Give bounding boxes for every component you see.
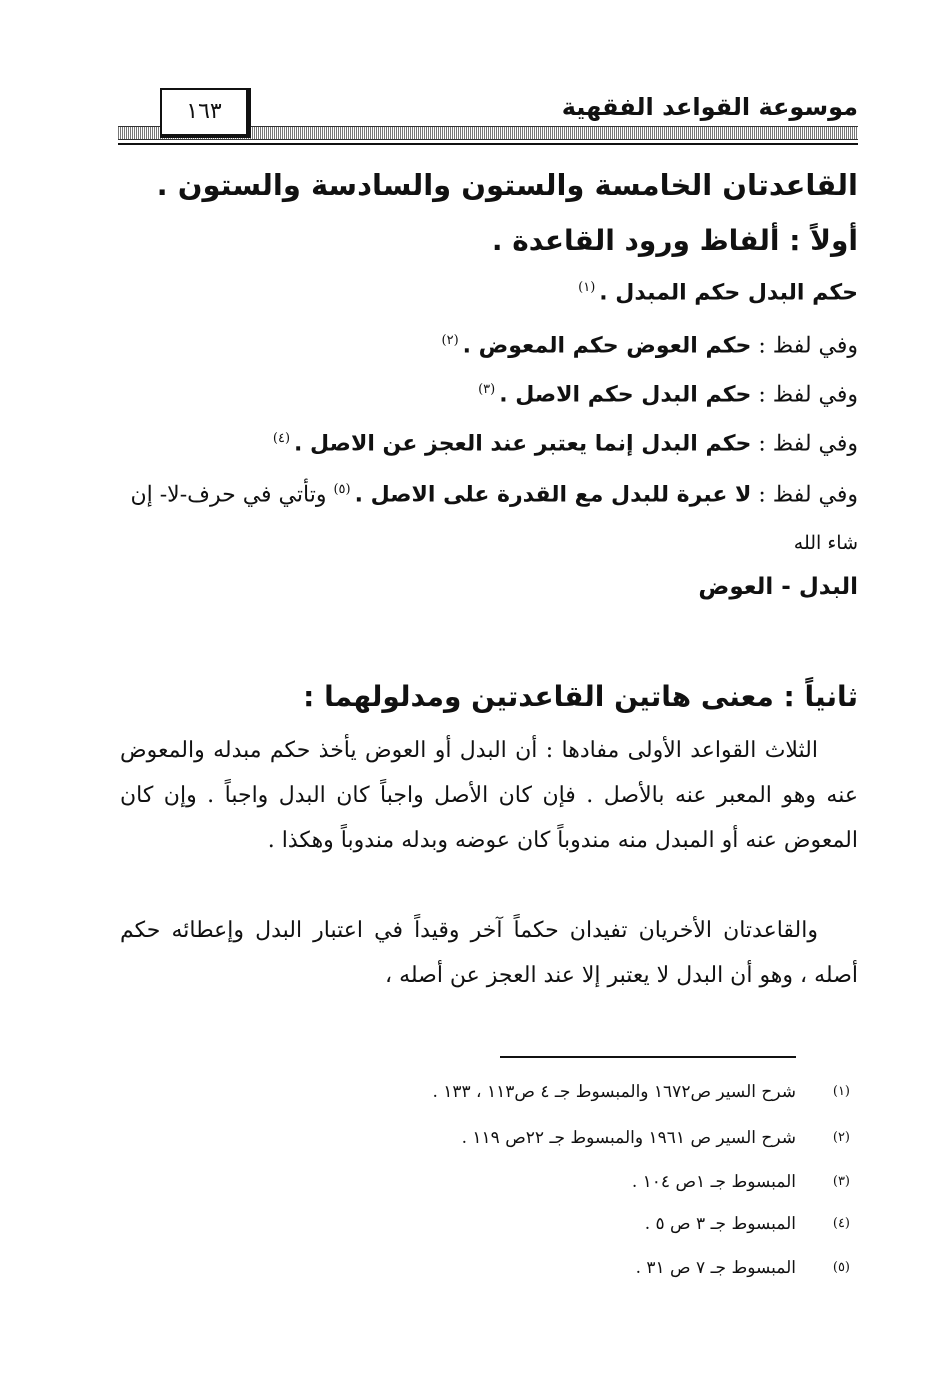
footnote-ref: (٤) xyxy=(272,431,291,446)
rule-text: حكم البدل حكم المبدل . xyxy=(599,280,858,306)
footnote-text: المبسوط جـ ١ص ١٠٤ . xyxy=(631,1172,796,1192)
rule-variant-4 xyxy=(273,431,858,456)
footnote-1 xyxy=(432,1080,850,1104)
page-header xyxy=(118,88,858,150)
page-number: ١٦٣ xyxy=(160,88,251,138)
section-heading-1: أولاً : ألفاظ ورود القاعدة . xyxy=(491,224,858,257)
footnote-number: (٣) xyxy=(832,1174,850,1189)
footnote-ref: (٢) xyxy=(441,333,459,348)
variant-tail: وتأتي في حرف-لا- إن xyxy=(130,482,327,508)
footnote-number: (٤) xyxy=(832,1216,850,1231)
footnote-ref: (٣) xyxy=(478,382,496,397)
variant-text: لا عبرة للبدل مع القدرة على الاصل . xyxy=(354,482,752,508)
footnote-number: (٥) xyxy=(832,1260,850,1275)
footnote-text: المبسوط جـ ٣ ص ٥ . xyxy=(644,1214,796,1234)
footnote-ref: (٥) xyxy=(333,482,351,497)
footnote-separator xyxy=(500,1056,796,1058)
paragraph-2: والقاعدتان الأخريان تفيدان حكماً آخر وقيداً في اعتبار البدل وإعطائه حكم أصله ، وهو أن البدل لا يعتبر إلا عند العجز عن أصله ، xyxy=(120,918,858,988)
cross-reference: البدل - العوض xyxy=(698,574,858,600)
footnote-3 xyxy=(632,1170,850,1194)
footnote-5 xyxy=(636,1256,850,1280)
footnote-number: (٢) xyxy=(832,1130,850,1145)
section-heading-2: ثانياً : معنى هاتين القاعدتين ومدلولهما : xyxy=(303,680,858,713)
variant-prefix: وفي لفظ : xyxy=(758,431,858,457)
variant-prefix: وفي لفظ : xyxy=(758,333,858,359)
footnote-ref: (١) xyxy=(578,280,596,295)
rule-line-main xyxy=(578,280,858,305)
variant-prefix: وفي لفظ : xyxy=(758,382,858,408)
variant-text: حكم البدل حكم الاصل . xyxy=(499,382,752,408)
rule-variant-3 xyxy=(478,382,858,407)
footnote-2 xyxy=(462,1126,850,1150)
footnote-text: المبسوط جـ ٧ ص ٣١ . xyxy=(635,1258,796,1278)
footnote-number: (١) xyxy=(832,1084,850,1099)
header-base-rule xyxy=(118,143,858,145)
paragraph-1: الثلاث القواعد الأولى مفادها : أن البدل أو العوض يأخذ حكم مبدله والمعوض عنه وهو المعبر عنه بالأصل . فإن كان الأصل واجباً كان البدل واجباً . وإن كان المعوض عنه أو المبدل منه مندوباً كان عوضه وبدله مندوباً وهكذا . xyxy=(120,738,858,853)
rule-variant-5 xyxy=(130,482,858,507)
rule-variant-2 xyxy=(442,333,859,358)
chapter-title: القاعدتان الخامسة والستون والسادسة والستون . xyxy=(156,168,858,202)
variant-text: حكم البدل إنما يعتبر عند العجز عن الاصل . xyxy=(294,431,752,457)
footnote-text: شرح السير ص ١٩٦١ والمبسوط جـ ٢٢ص ١١٩ . xyxy=(461,1128,796,1148)
variant-5-continuation: شاء الله xyxy=(793,532,858,554)
variant-prefix: وفي لفظ : xyxy=(758,482,858,508)
footnote-text: شرح السير ص١٦٧٢ والمبسوط جـ ٤ ص١١٣ ، ١٣٣ . xyxy=(432,1082,796,1102)
running-title: موسوعة القواعد الفقهية xyxy=(552,92,858,122)
variant-text: حكم العوض حكم المعوض . xyxy=(462,333,752,359)
footnote-4 xyxy=(645,1212,850,1236)
